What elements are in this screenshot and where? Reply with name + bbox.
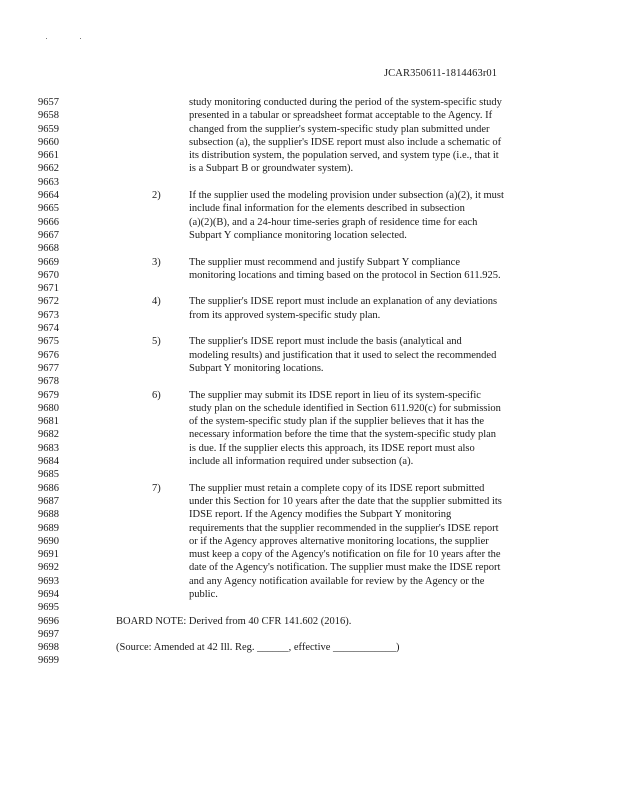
item-number: 6) [152, 389, 161, 401]
text-line [0, 335, 618, 348]
line-number: 9661 [38, 150, 59, 162]
text-line [0, 495, 618, 508]
line-number: 9689 [38, 522, 59, 534]
line-number: 9691 [38, 549, 59, 561]
line-number: 9678 [38, 376, 59, 388]
line-number: 9696 [38, 615, 59, 627]
line-text: IDSE report. If the Agency modifies the Subpart Y monitoring [189, 509, 452, 521]
line-number: 9684 [38, 456, 59, 468]
line-text: The supplier may submit its IDSE report in lieu of its system-specific [189, 389, 481, 401]
line-text: presented in a tabular or spreadsheet format acceptable to the Agency. If [189, 110, 493, 122]
line-text: include all information required under subsection (a). [189, 456, 414, 468]
line-text: (a)(2)(B), and a 24-hour time-series graph of residence time for each [189, 216, 478, 228]
scan-speck [80, 38, 81, 39]
text-line [0, 162, 618, 175]
line-number: 9664 [38, 190, 59, 202]
line-text: The supplier must retain a complete copy of its IDSE report submitted [189, 482, 485, 494]
item-number: 7) [152, 482, 161, 494]
line-number: 9666 [38, 216, 59, 228]
line-text: its distribution system, the population served, and system type (i.e., that it [189, 150, 499, 162]
line-text: The supplier's IDSE report must include the basis (analytical and [189, 336, 462, 348]
line-number: 9663 [38, 176, 59, 188]
line-text: is a Subpart B or groundwater system). [189, 163, 354, 175]
scan-speck [46, 38, 47, 39]
line-number: 9685 [38, 469, 59, 481]
line-number: 9659 [38, 123, 59, 135]
text-line [0, 468, 618, 481]
line-text: public. [189, 588, 218, 600]
line-number: 9695 [38, 602, 59, 614]
text-line [0, 402, 618, 415]
line-number: 9699 [38, 655, 59, 667]
line-text: include final information for the elements described in subsection [189, 203, 465, 215]
text-line [0, 375, 618, 388]
text-line [0, 256, 618, 269]
line-text: subsection (a), the supplier's IDSE report must also include a schematic of [189, 136, 502, 148]
line-number: 9657 [38, 97, 59, 108]
line-text: and any Agency notification available for review by the Agency or the [189, 575, 485, 587]
text-line [0, 508, 618, 521]
line-number: 9673 [38, 309, 59, 321]
text-line [0, 176, 618, 189]
line-number: 9668 [38, 243, 59, 255]
text-line [0, 362, 618, 375]
text-line [0, 109, 618, 122]
text-line [0, 189, 618, 202]
text-line [0, 202, 618, 215]
line-text: necessary information before the time that the system-specific study plan [189, 429, 497, 441]
line-text: study monitoring conducted during the period of the system-specific study [189, 97, 502, 108]
line-text: from its approved system-specific study plan. [189, 309, 381, 321]
document-id: JCAR350611-1814463r01 [384, 68, 498, 79]
line-number: 9687 [38, 495, 59, 507]
item-number: 2) [152, 190, 161, 202]
text-line [0, 295, 618, 308]
text-line [0, 309, 618, 322]
text-line [0, 349, 618, 362]
line-number: 9692 [38, 562, 59, 574]
line-number: 9680 [38, 402, 59, 414]
line-number: 9671 [38, 283, 59, 295]
text-line [0, 229, 618, 242]
line-number: 9688 [38, 509, 59, 521]
line-number: 9697 [38, 628, 59, 640]
line-number: 9682 [38, 429, 59, 441]
line-text: under this Section for 10 years after the date that the supplier submitted its [189, 495, 502, 507]
text-line [0, 575, 618, 588]
text-line [0, 601, 618, 614]
text-line [0, 269, 618, 282]
line-text: must keep a copy of the Agency's notification on file for 10 years after the [189, 549, 501, 561]
text-line [0, 548, 618, 561]
line-number: 9669 [38, 256, 59, 268]
line-text: Subpart Y monitoring locations. [189, 362, 324, 374]
text-line [0, 136, 618, 149]
line-text: monitoring locations and timing based on the protocol in Section 611.925. [189, 269, 501, 281]
line-number: 9679 [38, 389, 59, 401]
line-number: 9693 [38, 575, 59, 587]
text-line [0, 123, 618, 136]
text-line [0, 149, 618, 162]
line-number: 9665 [38, 203, 59, 215]
text-line [0, 282, 618, 295]
text-line [0, 522, 618, 535]
line-text: changed from the supplier's system-specific study plan submitted under [189, 123, 490, 135]
line-number: 9677 [38, 362, 59, 374]
text-line [0, 216, 618, 229]
line-number: 9698 [38, 642, 59, 654]
line-text: of the system-specific study plan if the supplier believes that it has the [189, 416, 485, 428]
text-line [0, 588, 618, 601]
line-text: modeling results) and justification that it used to select the recommended [189, 349, 497, 361]
text-line [0, 96, 618, 109]
line-text: Subpart Y compliance monitoring location selected. [189, 229, 407, 241]
line-number: 9672 [38, 296, 59, 308]
line-number: 9681 [38, 416, 59, 428]
text-line [0, 482, 618, 495]
text-line [0, 242, 618, 255]
text-line [0, 415, 618, 428]
line-number: 9683 [38, 442, 59, 454]
line-number: 9674 [38, 323, 59, 335]
blank-line [0, 628, 618, 641]
text-line [0, 561, 618, 574]
item-number: 4) [152, 296, 161, 308]
document-body [0, 96, 618, 654]
text-line [0, 535, 618, 548]
source-note: (Source: Amended at 42 Ill. Reg. ______, effective ____________) [116, 642, 400, 654]
text-line [0, 455, 618, 468]
line-text: or if the Agency approves alternative monitoring locations, the supplier [189, 535, 489, 547]
line-text: requirements that the supplier recommended in the supplier's IDSE report [189, 522, 499, 534]
line-text: The supplier's IDSE report must include an explanation of any deviations [189, 296, 498, 308]
text-line [0, 428, 618, 441]
item-number: 5) [152, 336, 161, 348]
item-number: 3) [152, 256, 161, 268]
text-line [0, 442, 618, 455]
text-line [0, 389, 618, 402]
text-line [0, 322, 618, 335]
line-number: 9662 [38, 163, 59, 175]
line-text: study plan on the schedule identified in Section 611.920(c) for submission [189, 402, 501, 414]
line-text: date of the Agency's notification. The supplier must make the IDSE report [189, 562, 501, 574]
line-number: 9658 [38, 110, 59, 122]
line-text: is due. If the supplier elects this approach, its IDSE report must also [189, 442, 475, 454]
line-number: 9670 [38, 269, 59, 281]
line-number: 9690 [38, 535, 59, 547]
line-number: 9686 [38, 482, 59, 494]
line-number: 9676 [38, 349, 59, 361]
line-text: The supplier must recommend and justify Subpart Y compliance [189, 256, 460, 268]
line-number: 9660 [38, 136, 59, 148]
line-number: 9694 [38, 588, 59, 600]
line-number: 9667 [38, 229, 59, 241]
line-text: If the supplier used the modeling provision under subsection (a)(2), it must [189, 190, 504, 202]
board-note: BOARD NOTE: Derived from 40 CFR 141.602 (2016). [116, 615, 352, 627]
line-number: 9675 [38, 336, 59, 348]
